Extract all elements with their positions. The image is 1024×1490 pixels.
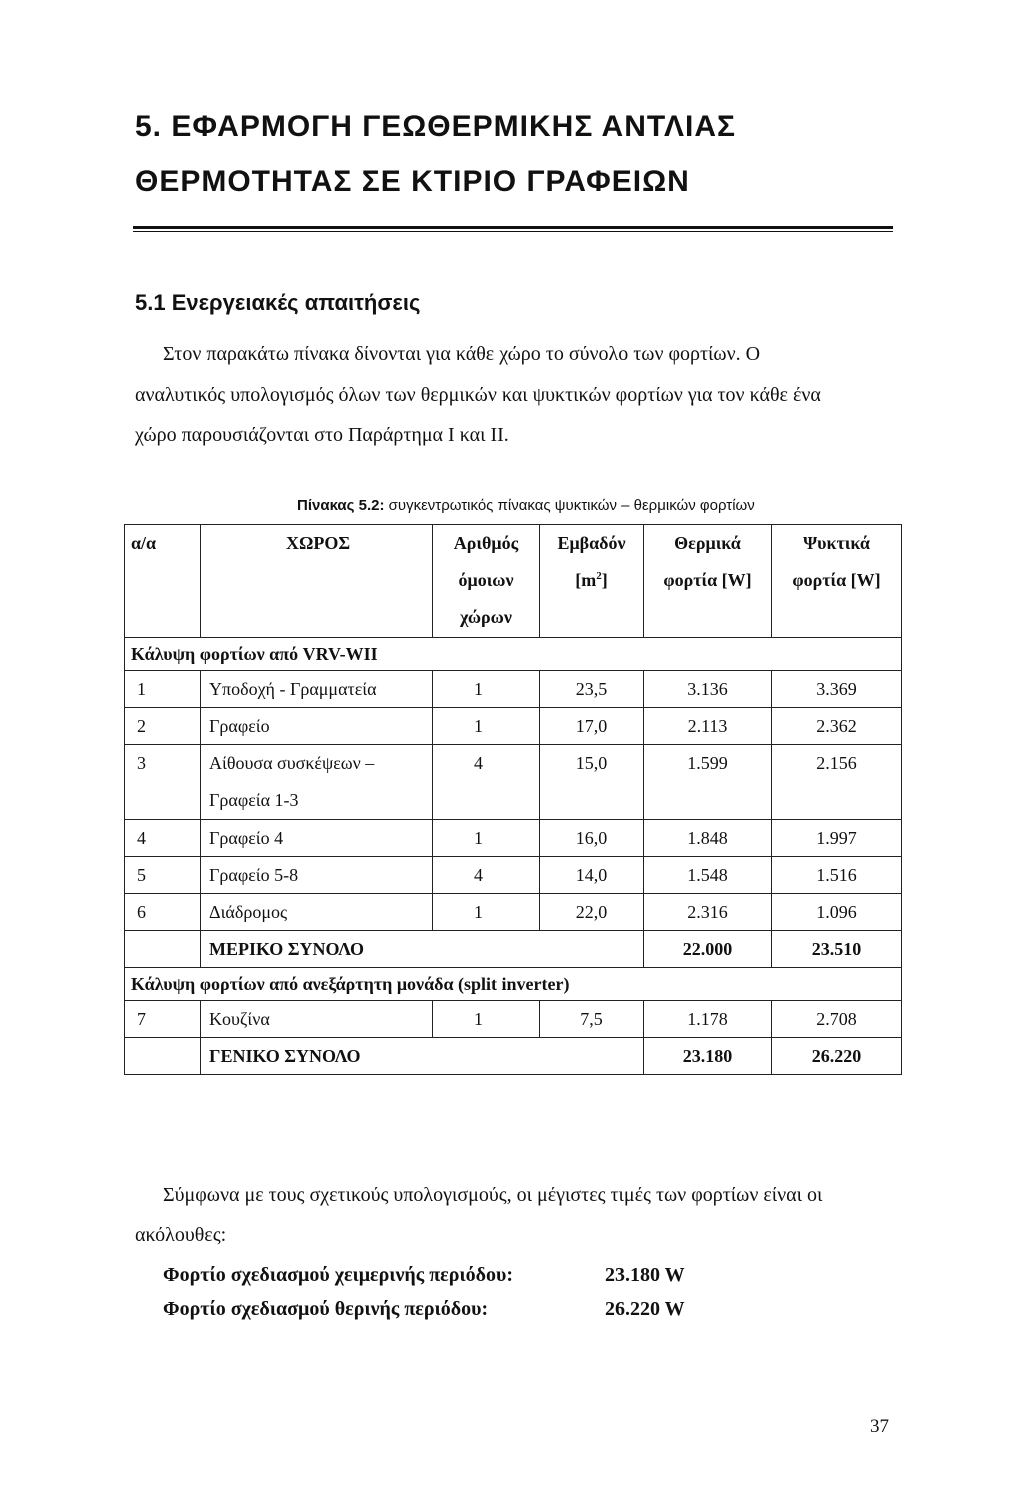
header-area-line-1: Εμβαδόν bbox=[557, 533, 626, 553]
cell-room: Γραφείο 5-8 bbox=[201, 857, 433, 894]
cell-room: Κουζίνα bbox=[201, 1001, 433, 1038]
cell-aa: 5 bbox=[125, 857, 201, 894]
title-rule-thick bbox=[133, 226, 893, 229]
paragraph-line-1: Στον παρακάτω πίνακα δίνονται για κάθε χώρο το σύνολο των φορτίων. Ο bbox=[163, 343, 761, 365]
cell-empty bbox=[125, 931, 201, 968]
title-rule-thin bbox=[133, 231, 893, 232]
cell-room-line-2: Γραφεία 1-3 bbox=[209, 790, 299, 810]
cell-room: Γραφείο 4 bbox=[201, 820, 433, 857]
cell-heat: 1.599 bbox=[644, 745, 772, 820]
header-aa: α/α bbox=[125, 525, 201, 638]
partial-total-heat: 22.000 bbox=[644, 931, 772, 968]
cell-heat: 1.178 bbox=[644, 1001, 772, 1038]
cell-aa: 1 bbox=[125, 671, 201, 708]
header-space: ΧΩΡΟΣ bbox=[201, 525, 433, 638]
group-row-split bbox=[125, 968, 902, 1001]
cell-room-line-1: Αίθουσα συσκέψεων – bbox=[209, 753, 375, 773]
header-count-line-1: Αριθμός bbox=[453, 533, 519, 553]
cell-area: 14,0 bbox=[540, 857, 644, 894]
cell-cool: 1.096 bbox=[772, 894, 902, 931]
winter-load-value: 23.180 W bbox=[605, 1264, 685, 1286]
cell-cool: 1.516 bbox=[772, 857, 902, 894]
grand-total-cool: 26.220 bbox=[772, 1038, 902, 1075]
header-cool bbox=[772, 525, 902, 638]
cell-heat: 2.113 bbox=[644, 708, 772, 745]
paragraph-line-2: αναλυτικός υπολογισμός όλων των θερμικών και ψυκτικών φορτίων για τον κάθε ένα bbox=[135, 384, 821, 406]
summer-load-label: Φορτίο σχεδιασμού θερινής περιόδου: bbox=[163, 1298, 489, 1320]
cell-room: Διάδρομος bbox=[201, 894, 433, 931]
cell-room bbox=[201, 745, 433, 820]
header-area-line-2: $[m^2]$ bbox=[575, 570, 608, 590]
conclusion-line-2: ακόλουθες: bbox=[135, 1224, 227, 1246]
header-heat bbox=[644, 525, 772, 638]
cell-cool: 3.369 bbox=[772, 671, 902, 708]
cell-heat: 3.136 bbox=[644, 671, 772, 708]
group-row-vrv bbox=[125, 638, 902, 671]
chapter-title-line-2: ΘΕΡΜΟΤΗΤΑΣ ΣΕ ΚΤΙΡΙΟ ΓΡΑΦΕΙΩΝ bbox=[135, 165, 690, 198]
cell-cool: 2.156 bbox=[772, 745, 902, 820]
cell-cool: 1.997 bbox=[772, 820, 902, 857]
chapter-title-line-1: 5. ΕΦΑΡΜΟΓΗ ΓΕΩΘΕΡΜΙΚΗΣ ΑΝΤΛΙΑΣ bbox=[135, 110, 736, 143]
header-heat-line-2: φορτία [W] bbox=[663, 570, 752, 590]
loads-table bbox=[124, 524, 902, 1075]
cell-heat: 1.548 bbox=[644, 857, 772, 894]
summer-load-value: 26.220 W bbox=[605, 1298, 685, 1320]
paragraph-line-3: χώρο παρουσιάζονται στο Παράρτημα Ι και ΙΙ. bbox=[135, 424, 509, 446]
partial-total-cool: 23.510 bbox=[772, 931, 902, 968]
table-caption bbox=[297, 497, 755, 514]
header-count bbox=[433, 525, 540, 638]
table-header-row bbox=[125, 525, 902, 638]
table-row bbox=[125, 1001, 902, 1038]
header-cool-line-2: φορτία [W] bbox=[792, 570, 881, 590]
cell-empty bbox=[125, 1038, 201, 1075]
header-heat-line-1: Θερμικά bbox=[674, 533, 741, 553]
table-row bbox=[125, 894, 902, 931]
cell-aa: 2 bbox=[125, 708, 201, 745]
section-title: 5.1 Ενεργειακές απαιτήσεις bbox=[135, 290, 421, 315]
cell-area: 15,0 bbox=[540, 745, 644, 820]
cell-room: Γραφείο bbox=[201, 708, 433, 745]
cell-room: Υποδοχή - Γραμματεία bbox=[201, 671, 433, 708]
grand-total-heat: 23.180 bbox=[644, 1038, 772, 1075]
group-label-split: Κάλυψη φορτίων από ανεξάρτητη μονάδα (split inverter) bbox=[125, 968, 902, 1001]
table-row bbox=[125, 671, 902, 708]
cell-area: 23,5 bbox=[540, 671, 644, 708]
cell-cool: 2.362 bbox=[772, 708, 902, 745]
cell-aa: 4 bbox=[125, 820, 201, 857]
cell-area: 7,5 bbox=[540, 1001, 644, 1038]
cell-aa: 3 bbox=[125, 745, 201, 820]
cell-count: 1 bbox=[433, 671, 540, 708]
cell-count: 4 bbox=[433, 857, 540, 894]
partial-total-label: ΜΕΡΙΚΟ ΣΥΝΟΛΟ bbox=[201, 931, 644, 968]
cell-count: 1 bbox=[433, 894, 540, 931]
cell-count: 4 bbox=[433, 745, 540, 820]
table-row bbox=[125, 708, 902, 745]
table-caption-text: συγκεντρωτικός πίνακας ψυκτικών – θερμικών φορτίων bbox=[384, 497, 755, 514]
cell-aa: 6 bbox=[125, 894, 201, 931]
partial-total-row bbox=[125, 931, 902, 968]
cell-aa: 7 bbox=[125, 1001, 201, 1038]
cell-heat: 2.316 bbox=[644, 894, 772, 931]
header-area bbox=[540, 525, 644, 638]
page-number: 37 bbox=[870, 1416, 889, 1437]
header-cool-line-1: Ψυκτικά bbox=[803, 533, 870, 553]
group-label-vrv: Κάλυψη φορτίων από VRV-WII bbox=[125, 638, 902, 671]
header-count-line-3: χώρων bbox=[460, 607, 512, 627]
cell-area: 17,0 bbox=[540, 708, 644, 745]
cell-count: 1 bbox=[433, 820, 540, 857]
cell-area: 22,0 bbox=[540, 894, 644, 931]
conclusion-line-1: Σύμφωνα με τους σχετικούς υπολογισμούς, οι μέγιστες τιμές των φορτίων είναι οι bbox=[163, 1184, 823, 1206]
cell-heat: 1.848 bbox=[644, 820, 772, 857]
cell-count: 1 bbox=[433, 1001, 540, 1038]
header-count-line-2: όμοιων bbox=[458, 570, 514, 590]
winter-load-label: Φορτίο σχεδιασμού χειμερινής περιόδου: bbox=[163, 1264, 514, 1286]
table-row bbox=[125, 745, 902, 820]
table-row bbox=[125, 820, 902, 857]
table-caption-label: Πίνακας 5.2: bbox=[297, 497, 385, 514]
cell-cool: 2.708 bbox=[772, 1001, 902, 1038]
table-row bbox=[125, 857, 902, 894]
cell-area: 16,0 bbox=[540, 820, 644, 857]
grand-total-label: ΓΕΝΙΚΟ ΣΥΝΟΛΟ bbox=[201, 1038, 644, 1075]
cell-count: 1 bbox=[433, 708, 540, 745]
grand-total-row bbox=[125, 1038, 902, 1075]
